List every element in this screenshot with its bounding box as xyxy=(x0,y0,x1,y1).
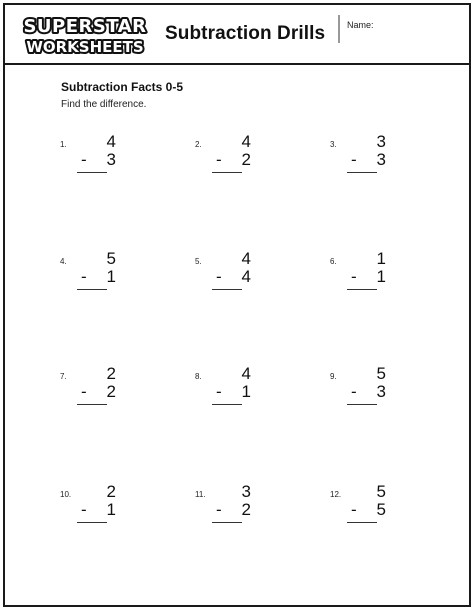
answer-line[interactable] xyxy=(212,172,242,173)
answer-line[interactable] xyxy=(212,404,242,405)
answer-line[interactable] xyxy=(77,289,107,290)
problem-7 xyxy=(60,365,140,425)
worksheet-header xyxy=(5,5,469,65)
subtrahend: 1 xyxy=(106,500,116,519)
problem-number: 9. xyxy=(330,372,337,381)
problem-5 xyxy=(195,250,275,310)
minus-sign: - xyxy=(351,382,357,401)
logo-line-2: WORKSHEETS xyxy=(26,38,144,56)
answer-line[interactable] xyxy=(212,289,242,290)
problem-number: 12. xyxy=(330,490,342,499)
answer-line[interactable] xyxy=(77,172,107,173)
problem-number: 7. xyxy=(60,372,67,381)
minus-sign: - xyxy=(351,500,357,519)
minus-sign: - xyxy=(351,150,357,169)
minus-sign: - xyxy=(216,382,222,401)
problem-9 xyxy=(330,365,410,425)
problem-3 xyxy=(330,133,410,193)
minus-sign: - xyxy=(216,500,222,519)
answer-line[interactable] xyxy=(77,404,107,405)
minus-sign: - xyxy=(81,150,87,169)
minuend: 4 xyxy=(241,132,251,151)
subtrahend: 3 xyxy=(376,150,386,169)
problem-number: 6. xyxy=(330,257,337,266)
problem-number: 11. xyxy=(195,490,206,499)
name-field-label: Name: xyxy=(347,20,374,30)
answer-line[interactable] xyxy=(347,404,377,405)
answer-line[interactable] xyxy=(347,172,377,173)
problem-1 xyxy=(60,133,140,193)
subtrahend: 3 xyxy=(376,382,386,401)
minus-sign: - xyxy=(81,267,87,286)
section-title: Subtraction Facts 0-5 xyxy=(61,80,184,94)
instructions: Find the difference. xyxy=(61,99,147,110)
problem-number: 3. xyxy=(330,140,337,149)
answer-line[interactable] xyxy=(212,522,242,523)
minuend: 5 xyxy=(376,364,386,383)
subtrahend: 2 xyxy=(241,150,251,169)
superstar-worksheets-logo xyxy=(15,14,155,58)
minuend: 4 xyxy=(241,364,251,383)
minuend: 1 xyxy=(376,249,386,268)
minuend: 5 xyxy=(106,249,116,268)
problem-number: 8. xyxy=(195,372,202,381)
subtrahend: 1 xyxy=(106,267,116,286)
minuend: 3 xyxy=(376,132,386,151)
problem-12 xyxy=(330,483,410,543)
minus-sign: - xyxy=(81,382,87,401)
minuend: 4 xyxy=(241,249,251,268)
problem-number: 2. xyxy=(195,140,202,149)
problem-4 xyxy=(60,250,140,310)
problem-number: 10. xyxy=(60,490,72,499)
problem-10 xyxy=(60,483,140,543)
problem-2 xyxy=(195,133,275,193)
worksheet xyxy=(3,3,471,607)
problem-number: 4. xyxy=(60,257,67,266)
logo-line-1: SUPERSTAR xyxy=(23,16,147,37)
minuend: 3 xyxy=(241,482,251,501)
subtrahend: 3 xyxy=(106,150,116,169)
problem-6 xyxy=(330,250,410,310)
minuend: 2 xyxy=(106,364,116,383)
subtrahend: 2 xyxy=(106,382,116,401)
worksheet-title: Subtraction Drills xyxy=(165,23,326,44)
subtrahend: 4 xyxy=(241,267,251,286)
minus-sign: - xyxy=(216,267,222,286)
problem-number: 1. xyxy=(60,140,67,149)
subtrahend: 1 xyxy=(376,267,386,286)
answer-line[interactable] xyxy=(77,522,107,523)
problem-8 xyxy=(195,365,275,425)
minuend: 2 xyxy=(106,482,116,501)
subtrahend: 5 xyxy=(376,500,386,519)
answer-line[interactable] xyxy=(347,289,377,290)
header-divider xyxy=(338,15,340,43)
problem-11 xyxy=(195,483,275,543)
minuend: 5 xyxy=(376,482,386,501)
answer-line[interactable] xyxy=(347,522,377,523)
minuend: 4 xyxy=(106,132,116,151)
minus-sign: - xyxy=(81,500,87,519)
problem-number: 5. xyxy=(195,257,202,266)
minus-sign: - xyxy=(351,267,357,286)
subtrahend: 2 xyxy=(241,500,251,519)
subtrahend: 1 xyxy=(241,382,251,401)
minus-sign: - xyxy=(216,150,222,169)
